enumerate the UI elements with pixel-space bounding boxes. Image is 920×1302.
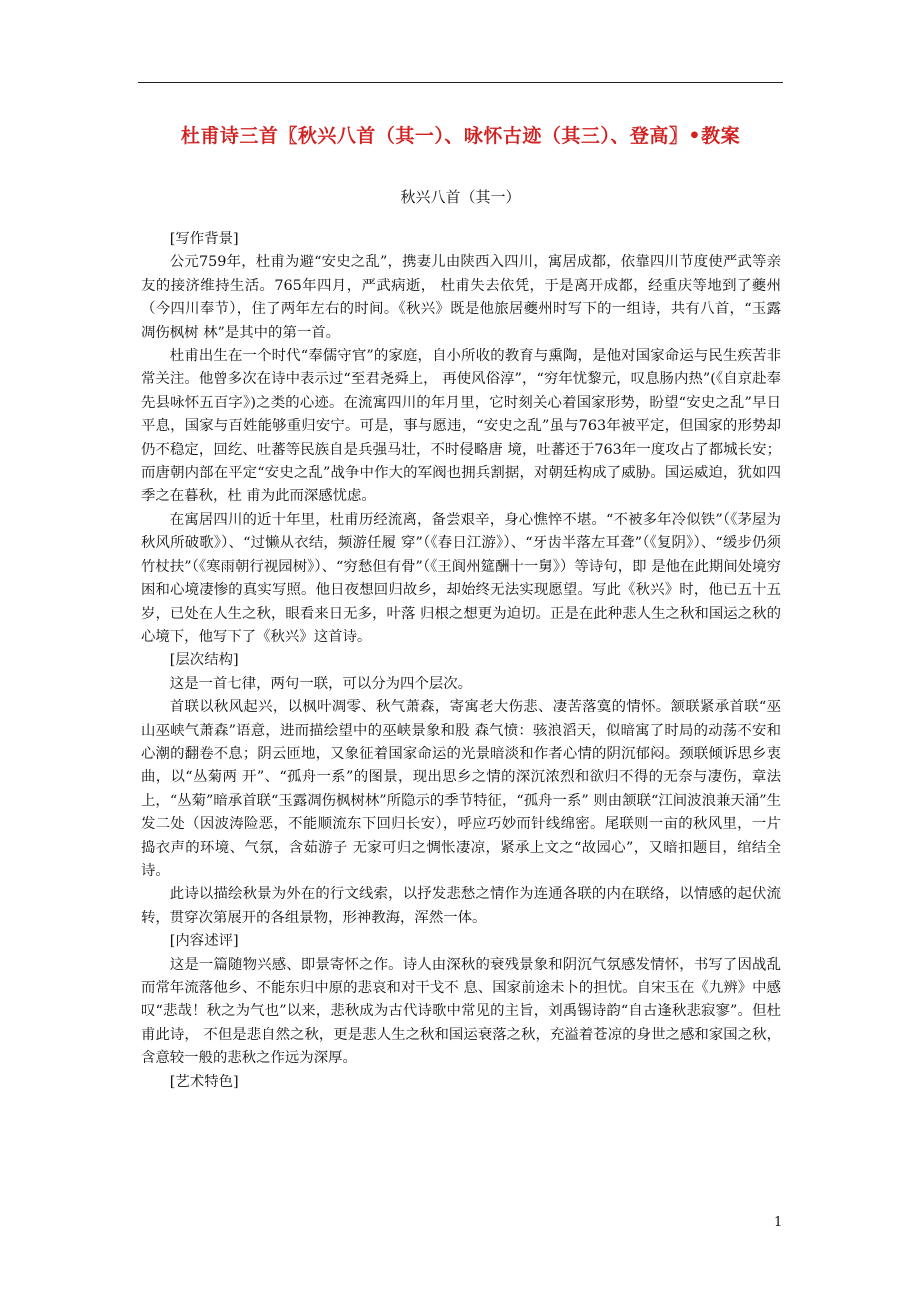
paragraph: 这是一首七律，两句一联，可以分为四个层次。 xyxy=(169,675,473,692)
document-title: 杜甫诗三首〖秋兴八首（其一）、咏怀古迹（其三）、登高〗•教案 xyxy=(180,125,741,147)
paragraph: 这是一篇随物兴感、即景寄怀之作。诗人由深秋的衰残景象和阴沉气氛感发情怀，书写了因战乱而常年流落他乡、不能东归中原的悲哀和对干戈不 息、国家前途未卜的担忧。自宋玉在《九辨》中感叹“悲哉！秋之为气也”以来，悲秋成为古代诗歌中常见的主旨，刘禹锡诗韵“自古逢秋悲寂寥”。但杜甫此诗， 不但是悲自然之秋，更是悲人生之秋和国运衰落之秋，充溢着苍凉的身世之感和家国之秋，含意较一般的悲秋之作远为深厚。 xyxy=(141,956,781,1067)
paragraph: 此诗以描绘秋景为外在的行文线索，以抒发悲愁之情作为连通各联的内在联络，以情感的起伏流转，贯穿次第展开的各组景物，形神教海，浑然一体。 xyxy=(141,886,781,926)
section-heading: [艺术特色] xyxy=(169,1073,239,1090)
page-number: 1 xyxy=(774,1215,783,1230)
section-heading: [层次结构] xyxy=(169,652,239,669)
paragraph: 公元759年，杜甫为避“安史之乱”，携妻儿由陕西入四川，寓居成都，依靠四川节度使严武等亲友的接济维持生活。765年四月，严武病逝， 杜甫失去依凭，于是离开成都，经重庆等地到了夔州（今四川奉节），住了两年左右的时间。《秋兴》既是他旅居夔州时写下的一组诗，共有八首，“玉露凋伤枫树 林”是其中的第一首。 xyxy=(141,254,781,341)
paragraph: 杜甫出生在一个时代“奉儒守官”的家庭，自小所收的教育与熏陶，是他对国家命运与民生疾苦非常关注。他曾多次在诗中表示过“至君尧舜上， 再使风俗淳”，“穷年忧黎元，叹息肠内热”(《自京赴奉先县咏怀五百字》)之类的心迹。在流寓四川的年月里，它时刻关心着国家形势，盼望“安史之乱”早日 平息，国家与百姓能够重归安宁。可是，事与愿违，“安史之乱”虽与763年被平定，但国家的形势却仍不稳定，回纥、吐蕃等民族自是兵强马壮，不时侵略唐 境，吐蕃还于763年一度攻占了都城长安；而唐朝内部在平定“安史之乱”战争中作大的军阀也拥兵割据，对朝廷构成了威胁。国运威迫，犹如四季之在暮秋，杜 甫为此而深感忧虑。 xyxy=(141,348,781,505)
section-heading: [内容述评] xyxy=(169,933,239,950)
poem-subtitle: 秋兴八首（其一） xyxy=(400,188,521,206)
document-body xyxy=(141,228,781,1094)
section-heading: [写作背景] xyxy=(169,231,239,247)
paragraph: 在寓居四川的近十年里，杜甫历经流离，备尝艰辛，身心憔悴不堪。“不被多年冷似铁”（《茅屋为秋风所破歌》）、“过懒从衣结，频游任履 穿”（《春日江游》）、“牙齿半落左耳聋”（《复阴》）、“缓步仍须竹杖扶”（《寒雨朝行视园树》）、“穷愁但有骨”（《王阆州筵酬十一舅》）等诗句，即 是他在此期间处境穷困和心境凄惨的真实写照。他日夜想回归故乡，却始终无法实现愿望。写此《秋兴》时，他已五十五岁，已处在人生之秋，眼看来日无多，叶落 归根之想更为迫切。正是在此种悲人生之秋和国运之秋的心境下，他写下了《秋兴》这首诗。 xyxy=(141,511,781,645)
header-rule xyxy=(138,82,783,83)
paragraph: 首联以秋风起兴，以枫叶凋零、秋气萧森，寄寓老大伤悲、凄苦落寞的情怀。颔联紧承首联“巫山巫峡气萧森”语意，进而描绘望中的巫峡景象和股 森气愤：骇浪滔天，似暗寓了时局的动荡不安和心潮的翻卷不息；阴云匝地，又象征着国家命运的光景暗淡和作者心情的阴沉郁闷。颈联倾诉思乡衷曲，以“丛菊两 开”、“孤舟一系”的图景，现出思乡之情的深沉浓烈和欲归不得的无奈与凄伤，章法上，“丛菊”暗承首联“玉露凋伤枫树林”所隐示的季节特征，“孤舟一系” 则由颔联“江间波浪兼天涌”生发二处（因波涛险恶，不能顺流东下回归长安），呼应巧妙而针线绵密。尾联则一亩的秋风里，一片捣衣声的环境、气氛，含茹游子 无家可归之惆怅凄凉，紧承上文之“故园心”，又暗扣题目，绾结全诗。 xyxy=(141,699,781,879)
